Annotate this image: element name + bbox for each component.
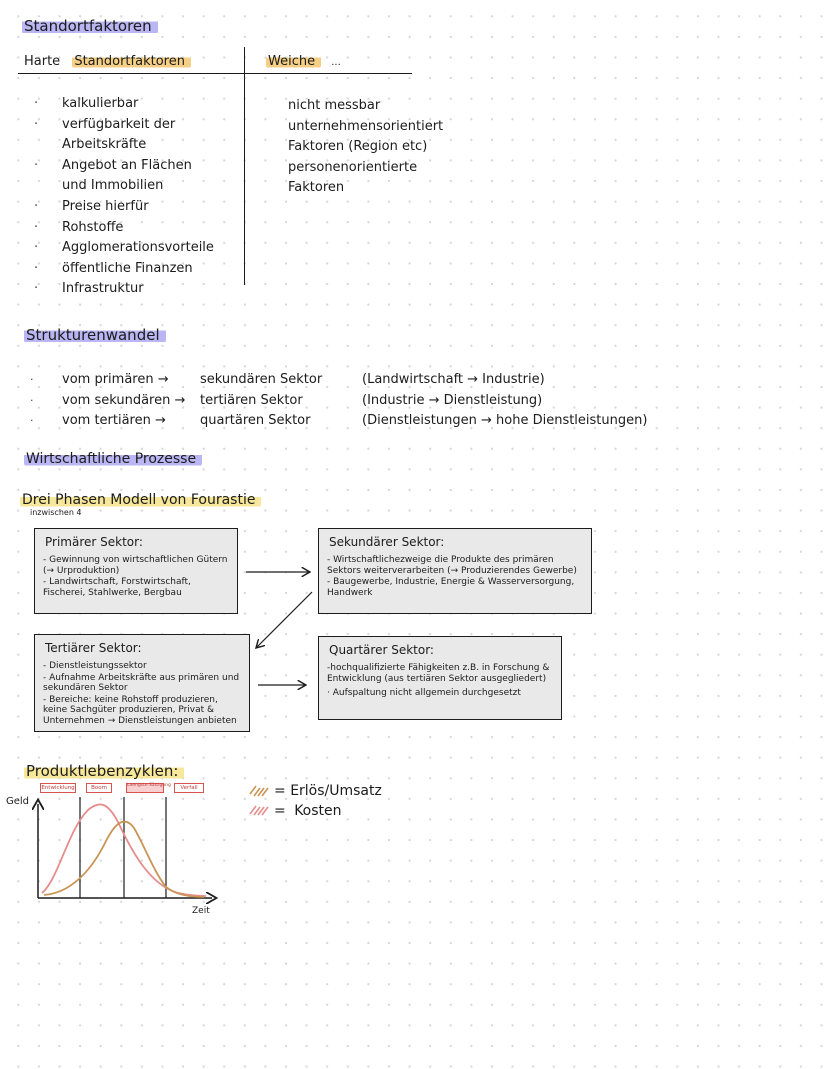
legend-revenue: = Erlös/Umsatz — [274, 783, 382, 799]
soft-factors-header: Weiche ... — [268, 54, 341, 69]
list-item: · Aufspaltung nicht allgemein durchgesetzt — [327, 688, 521, 698]
list-item: -hochqualifizierte Fähigkeiten z.B. in Forschung & Entwicklung (aus tertiären Sektor ausgegliedert) — [327, 663, 550, 684]
stage-label: Laengste Sättigung — [126, 783, 164, 793]
list-item: kalkulierbar — [62, 96, 139, 111]
box-title: Primärer Sektor: — [45, 535, 143, 549]
strukturwandel-bullets: · · · — [30, 373, 34, 428]
drei-phasen-subtitle: inzwischen 4 — [30, 508, 82, 517]
list-item: nicht messbar — [288, 98, 381, 113]
list-item: öffentliche Finanzen — [62, 260, 193, 276]
list-item: Faktoren (Region etc) — [288, 139, 428, 155]
list-item: Rohstoffe — [62, 219, 124, 235]
hard-factors-header: Harte Standortfaktoren — [24, 54, 191, 69]
list-item: - Baugewerbe, Industrie, Energie & Wasserversorgung, Handwerk — [327, 577, 575, 598]
list-item: personenorientierte — [288, 159, 418, 175]
strukturwandel-to: sekundären Sektor tertiären Sektor quartären Sektor — [200, 372, 323, 429]
list-item: Agglomerationsvorteile — [62, 240, 214, 256]
produktlebenszyklen-title: Produktlebenzyklen: — [24, 762, 184, 780]
box-title: Tertiärer Sektor: — [45, 641, 142, 655]
box-title: Sekundärer Sektor: — [329, 535, 445, 549]
strukturwandel-title: Strukturenwandel — [24, 326, 166, 344]
y-axis-label: Geld — [6, 796, 30, 807]
list-item: verfügbarkeit der — [62, 116, 176, 132]
legend-costs: = Kosten — [274, 803, 342, 819]
list-item: - Gewinnung von wirtschaftlichen Gütern (→ Urproduktion) — [43, 555, 228, 576]
hard-factors-bullets: · · · · · · · · — [34, 96, 39, 297]
legend-swatch-revenue — [250, 786, 268, 796]
list-item: - Dienstleistungssektor — [43, 661, 147, 671]
drei-phasen-title: Drei Phasen Modell von Fourastie — [20, 492, 261, 508]
list-item: unternehmensorientiert — [288, 118, 444, 134]
list-item: Infrastruktur — [62, 281, 144, 297]
standortfaktoren-title: Standortfaktoren — [22, 17, 158, 35]
list-item: - Landwirtschaft, Forstwirtschaft, Fischerei, Stahlwerke, Bergbau — [43, 577, 191, 598]
list-item: Arbeitskräfte — [62, 137, 147, 153]
legend-swatch-costs — [250, 806, 268, 815]
strukturwandel-from: vom primären → vom sekundären → vom tertiären → — [62, 372, 186, 429]
list-item: und Immobilien — [62, 178, 164, 194]
list-item: Angebot an Flächen — [62, 157, 192, 173]
list-item: Faktoren — [288, 180, 345, 196]
stage-label: Entwicklung — [41, 785, 75, 791]
list-item: Preise hierfür — [62, 198, 149, 214]
stage-label: Boom — [86, 783, 112, 793]
list-item: - Bereiche: keine Rohstoff produzieren, keine Sachgüter produzieren, Privat & Unternehmen → Dienstleistungen anbieten — [43, 694, 237, 726]
strukturwandel-notes: (Landwirtschaft → Industrie) (Industrie → Dienstleistung) (Dienstleistungen → hohe Dienstleistungen) — [362, 372, 648, 429]
wirtschaftliche-prozesse-title: Wirtschaftliche Prozesse — [24, 451, 202, 467]
box-title: Quartärer Sektor: — [329, 643, 434, 657]
list-item: - Wirtschaftlichezweige die Produkte des primären Sektors weiterverarbeiten (→ Produzierendes Gewerbe) — [327, 555, 577, 576]
list-item: - Aufnahme Arbeitskräfte aus primären und sekundären Sektor — [43, 672, 240, 693]
stage-label: Verfall — [174, 783, 204, 793]
x-axis-label: Zeit — [192, 906, 210, 916]
